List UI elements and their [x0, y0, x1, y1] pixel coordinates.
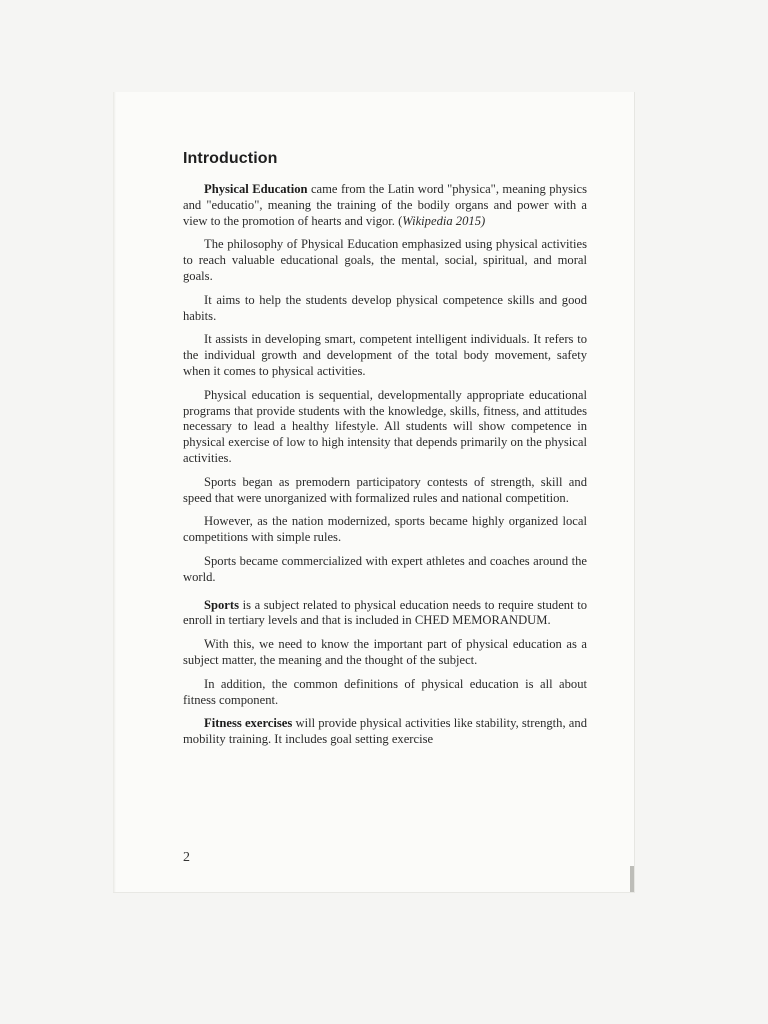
paragraph-5: Physical education is sequential, developmentally appropriate educational programs that provide students with the knowledge, skills, fitness, and attitudes necessary to lead a healthy lifestyle. All students will show competence in physical exercise of low to high intensity that depends primarily on the physical activities. [183, 387, 587, 465]
paragraph-9-text: is a subject related to physical education needs to require student to enroll in tertiary levels and that is included in CHED MEMORANDUM. [183, 597, 587, 628]
paragraph-2: The philosophy of Physical Education emphasized using physical activities to reach valuable educational goals, the mental, social, spiritual, and moral goals. [183, 237, 587, 283]
paragraph-6: Sports began as premodern participatory contests of strength, skill and speed that were unorganized with formalized rules and national competition. [183, 474, 587, 505]
term-physical-education: Physical Education [204, 182, 308, 196]
paragraph-7: However, as the nation modernized, sports became highly organized local competitions with simple rules. [183, 514, 587, 545]
paragraph-12-text: will provide physical activities like stability, strength, and mobility training. It includes goal setting exercise [183, 716, 587, 747]
term-sports: Sports [204, 597, 239, 612]
paragraph-3: It aims to help the students develop physical competence skills and good habits. [183, 292, 587, 323]
section-heading: Introduction [183, 150, 278, 167]
paragraph-12 [183, 716, 587, 748]
paragraph-9 [183, 598, 587, 630]
term-fitness-exercises: Fitness exercises [204, 716, 293, 731]
page-content [183, 150, 587, 756]
citation: Wikipedia 2015) [402, 213, 486, 228]
paragraph-8: Sports became commercialized with expert athletes and coaches around the world. [183, 553, 587, 584]
paragraph-4: It assists in developing smart, competent intelligent individuals. It refers to the individual growth and development of the total body movement, safety when it comes to physical activities. [183, 332, 587, 378]
page-number: 2 [183, 850, 190, 865]
page-edge-right [630, 866, 634, 892]
paragraph-11: In addition, the common definitions of physical education is all about fitness component. [183, 676, 587, 707]
paragraph-1-text: came from the Latin word "physica", meaning physics and "educatio", meaning the training of the bodily organs and power with a view to the promotion of hearts and vigor. ( [183, 182, 588, 228]
paragraph-10: With this, we need to know the important part of physical education as a subject matter, the meaning and the thought of the subject. [183, 637, 587, 667]
page-edge-left [113, 92, 116, 892]
paragraph-1 [183, 182, 587, 229]
